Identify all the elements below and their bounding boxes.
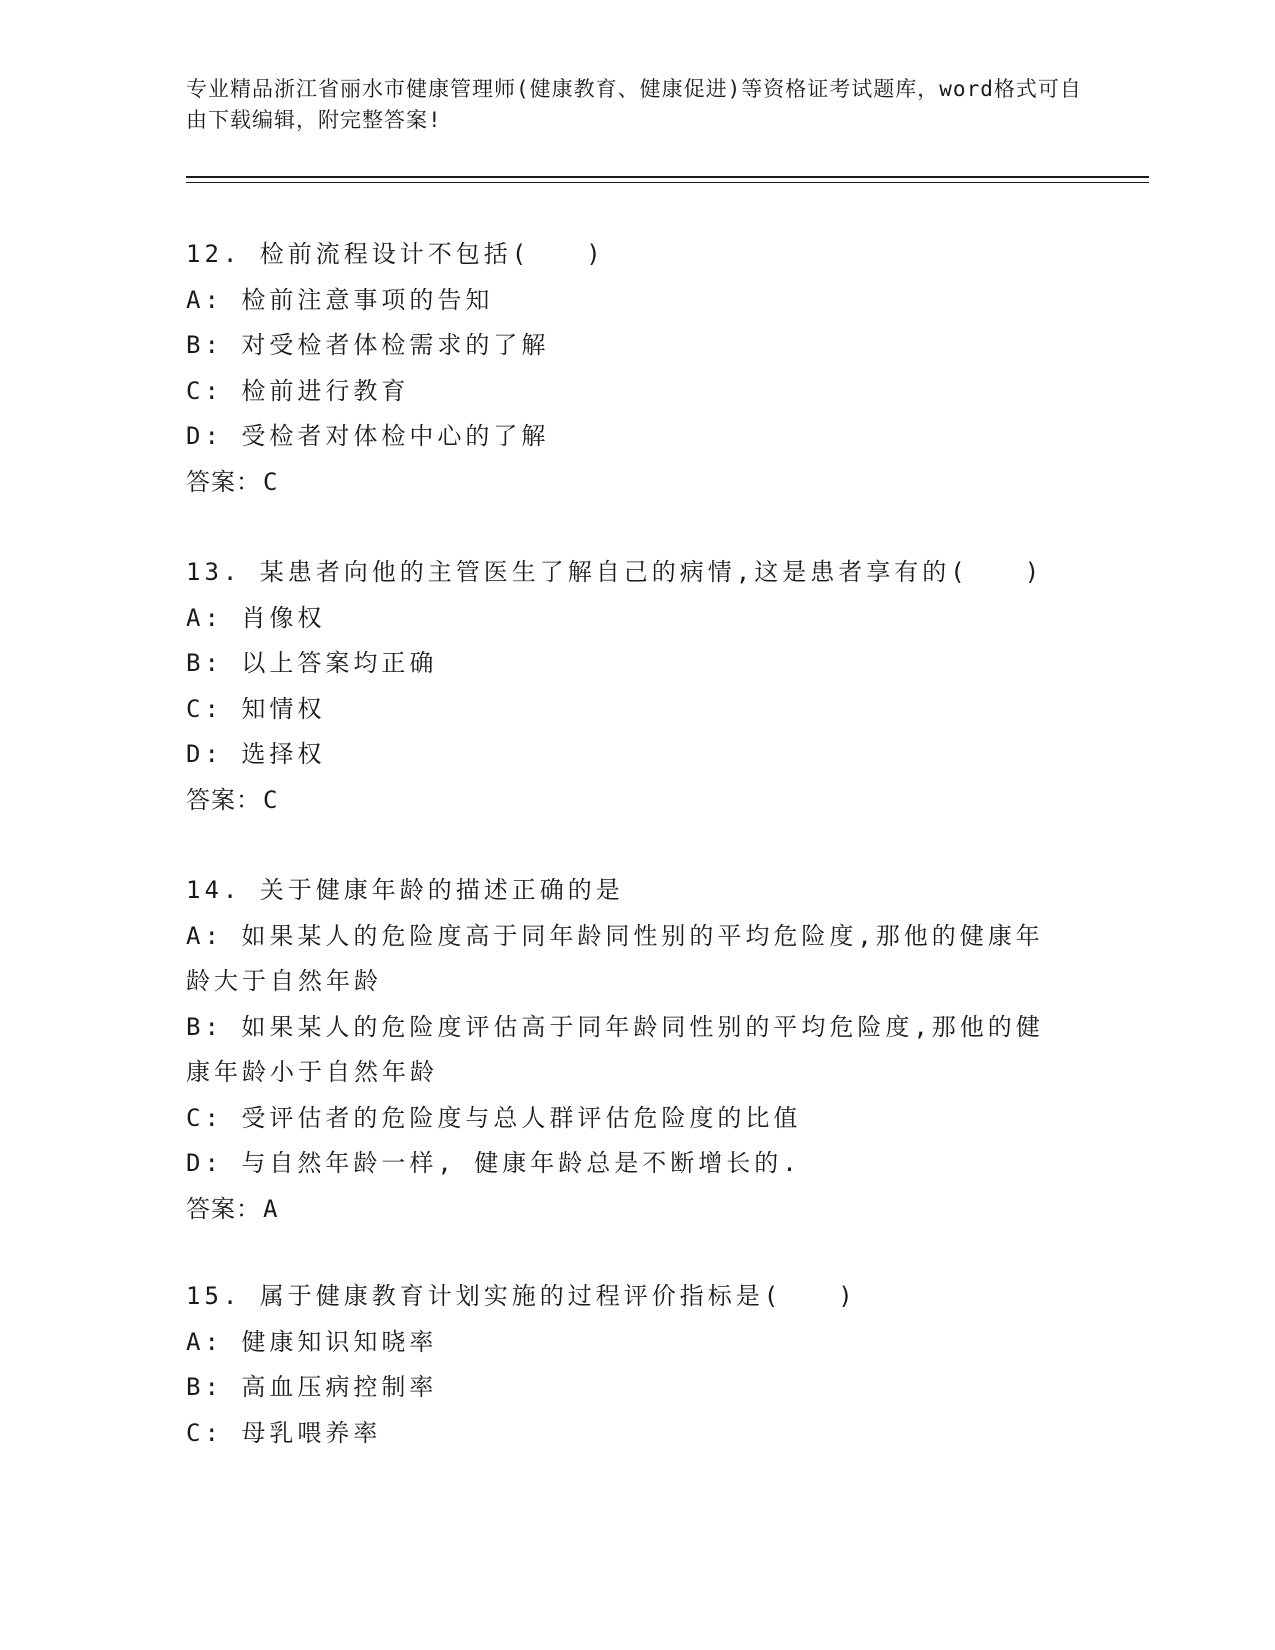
- answer-line: [186, 1187, 1066, 1233]
- option-c: C: 检前进行教育: [186, 376, 410, 405]
- answer-line: [186, 460, 1066, 506]
- option-d: D: 受检者对体检中心的了解: [186, 422, 550, 450]
- answer-value: A: [263, 1194, 279, 1223]
- option-a: A: 肖像权: [186, 603, 326, 632]
- option-d: D: 与自然年龄一样, 健康年龄总是不断增长的.: [186, 1149, 801, 1177]
- answer-label: 答案：: [186, 1194, 261, 1223]
- answer-label: 答案：: [186, 467, 261, 496]
- option-b: B: 如果某人的危险度评估高于同年龄同性别的平均危险度,那他的健康年龄小于自然年龄: [186, 1012, 1044, 1086]
- question-stem: 12. 检前流程设计不包括( ): [186, 240, 605, 268]
- answer-label: 答案：: [186, 785, 261, 814]
- option-a: A: 健康知识知晓率: [186, 1327, 438, 1356]
- question-12: [186, 232, 1066, 505]
- option-c: C: 受评估者的危险度与总人群评估危险度的比值: [186, 1103, 802, 1132]
- option-b: B: 高血压病控制率: [186, 1373, 438, 1401]
- answer-value: C: [263, 785, 279, 814]
- question-stem: 14. 关于健康年龄的描述正确的是: [186, 876, 624, 904]
- option-b: B: 以上答案均正确: [186, 649, 438, 677]
- option-c: C: 母乳喂养率: [186, 1418, 382, 1447]
- question-14: [186, 868, 1066, 1232]
- document-header: 专业精品浙江省丽水市健康管理师(健康教育、健康促进)等资格证考试题库，word格式可自由下载编辑，附完整答案!: [186, 77, 1082, 132]
- header-divider-thick: [186, 176, 1149, 178]
- option-a: A: 如果某人的危险度高于同年龄同性别的平均危险度,那他的健康年龄大于自然年龄: [186, 921, 1044, 995]
- answer-line: [186, 778, 1066, 824]
- answer-value: C: [263, 467, 279, 496]
- option-b: B: 对受检者体检需求的了解: [186, 331, 550, 359]
- question-stem: 15. 属于健康教育计划实施的过程评价指标是( ): [186, 1282, 857, 1310]
- option-c: C: 知情权: [186, 694, 326, 723]
- question-13: [186, 550, 1066, 823]
- question-15: [186, 1274, 1066, 1456]
- question-stem: 13. 某患者向他的主管医生了解自己的病情,这是患者享有的( ): [186, 558, 1044, 586]
- option-a: A: 检前注意事项的告知: [186, 285, 494, 314]
- option-d: D: 选择权: [186, 740, 326, 768]
- header-divider-thin: [186, 182, 1149, 183]
